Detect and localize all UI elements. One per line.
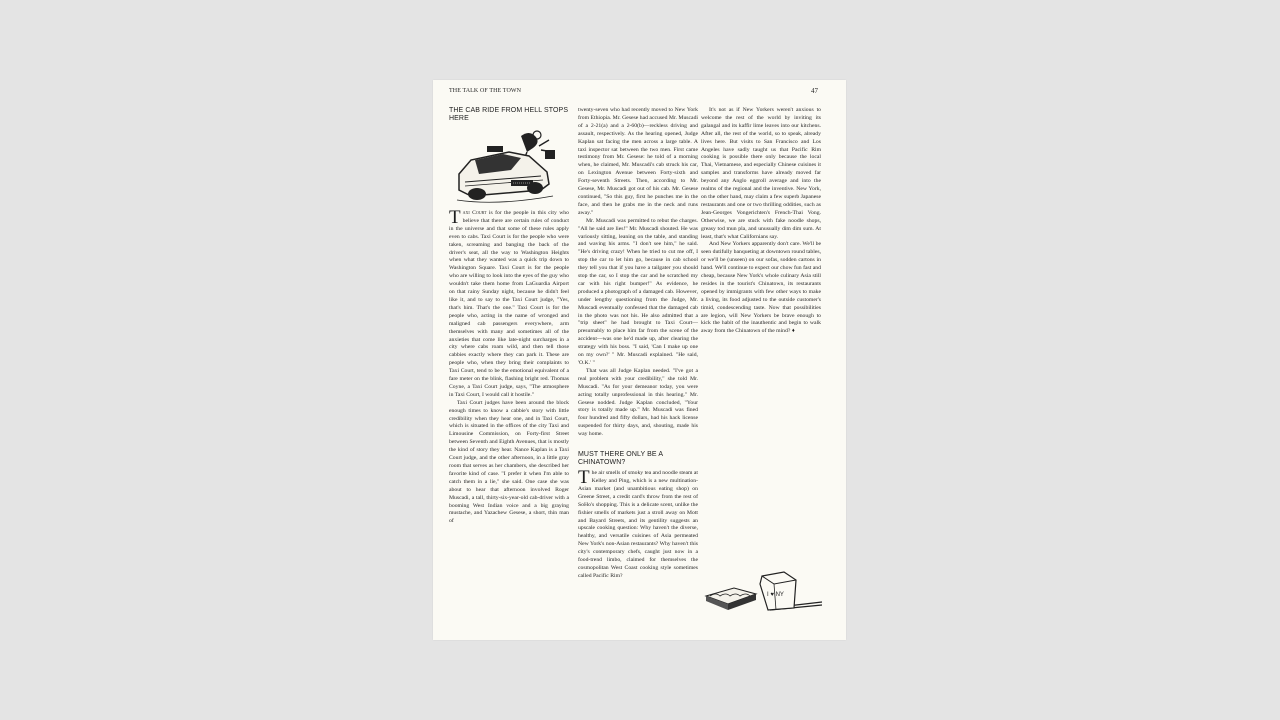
article-paragraph: And New Yorkers apparently don't care. We'll be seen dutifully banqueting at downtown round tables, or we'll be (unseen) on our sofas, sodden cartons in hand. We'll continue to expect our chow fun fast and cheap, because New York's whole culinary Asia still resides in the tourist's Chinatown, its restaurants opened by immigrants with few other ways to make a living, its food adjusted to the outside customer's timid, condescending taste. Now that possibilities are legion, will New Yorkers be brave enough to kick the habit of the inauthentic and begin to walk away from the Chinatown of the mind? ♦ [701, 241, 821, 335]
article-paragraph: twenty-seven who had recently moved to New York from Ethiopia. Mr. Gesese had accused Mr. Muscadi of a 2-21(a) and a 2-60(b)—reckless driving and assault, respectively. As the hearing opened, Judge Kaplan sat facing the men across a large table. A taxi inspector sat between the two men. First came testimony from Mr. Gesese: he told of a morning when, he claimed, Mr. Muscadi's cab struck his car, on Lexington Avenue between Forty-sixth and Forty-seventh Streets. Then, according to Mr. Gesese, Mr. Muscadi got out of his cab. Mr. Gesese continued, "So this guy, first he punches me in the face, and then he grabs me in the neck and runs away." [578, 107, 698, 216]
article-paragraph: It's not as if New Yorkers weren't anxious to welcome the rest of the world by inviting its galangal and its kaffir lime leaves into our kitchens. After all, the rest of the world, so to speak, already lives here. But visits to San Francisco and Los Angeles have sadly taught us that Pacific Rim cooking is possible there only because the local Thai, Vietnamese, and especially Chinese cuisines it samples and transforms have already moved far beyond any Anglo eggroll average and into the realms of the regional and the inventive. New York, on the other hand, may claim a few superb Japanese restaurants and one or two thrilling oddities, such as Jean-Georges Vongerichten's French-Thai Vong. Otherwise, we are stuck with fake noodle shops, greasy tod mun pla, and unusually dim dim sum. At least, that's what Californians say. [701, 107, 821, 240]
takeout-box-illustration [704, 570, 824, 612]
article-paragraph: Mr. Muscadi was permitted to rebut the charges. "All he said are lies!" Mr. Muscadi shouted. He was variously sitting, leaning on the table, and standing and waving his arms. "I don't see him," he said. "He's driving crazy! When he tried to cut me off, I stop the car to let him go, because in cab school they tell you that if you have a tailgater you should stop the car, so I stop the car and he scratched my car with his right bumper!" As evidence, he produced a photograph of a damaged cab. However, under lengthy questioning from the Judge, Mr. Muscadi eventually confessed that the damaged cab in the photo was not his. He also admitted that a "trip sheet" he had brought to Taxi Court—presumably to place him far from the scene of the accident—was one he'd made up, after clearing the strategy with his boss. "I said, 'Can I make up one on my own?' " Mr. Muscadi explained. "He said, 'O.K.' " [578, 217, 698, 366]
page-number: 47 [811, 87, 818, 95]
column-3 [701, 107, 821, 336]
lead-smallcaps: axi Court [462, 210, 487, 216]
box-lettering: I ♥ NY [767, 592, 784, 598]
running-head: THE TALK OF THE TOWN [449, 88, 522, 94]
article-paragraph [449, 207, 569, 400]
article-headline: MUST THERE ONLY BE A CHINATOWN? [578, 451, 663, 467]
magazine-page [433, 80, 846, 640]
taxi-cab-illustration [451, 126, 563, 206]
article-paragraph: That was all Judge Kaplan needed. "I've got a real problem with your credibility," she told Mr. Muscadi. "As for your demeanor today, you were acting totally unprofessional in this hearing." Mr. Gesese nodded. Judge Kaplan concluded, "Your story is totally made up." Mr. Muscadi was fined four hundred and fifty dollars, had his hack license suspended for thirty days, and, shouting, made his way home. [578, 367, 698, 438]
paragraph-text: is for the people in this city who believe that there are certain rules of conduct in the universe and that some of these rules apply even to cabs. Taxi Court is for the people who were taken, screaming and banging the back of the driver's seat, all the way to Washington Heights when what they wanted was a quick trip down to Washington Square. Taxi Court is for the people who are willing to look into the eyes of the guy who wouldn't take them home from LaGuardia Airport on that rainy Sunday night, because he didn't feel like it, and to say to the Taxi Court judge, "Yes, that's him. That's the one." Taxi Court is for the people who, acting in the name of wronged and maligned cab passengers everywhere, arm themselves with many and sometimes all of the anxieties that come like late-night surcharges in a city where cabs roam wild, and then tell those cabbies exactly where they can park it. These are people who, when they bring their complaints to Taxi Court, tend to be the emotional equivalent of a fare meter on the blink, flashing bright red. Thomas Coyne, a Taxi Court judge, says, "The atmosphere in Taxi Court, I would call it hostile." [449, 210, 569, 398]
column-2 [578, 107, 698, 581]
article-paragraph [578, 467, 698, 581]
article-paragraph: Taxi Court judges have been around the block enough times to know a cabbie's story with little credibility when they hear one, and in Taxi Court, which is situated in the offices of the city Taxi and Limousine Commission, on Forty-first Street between Seventh and Eighth Avenues, that is mostly the kind of story they hear. Nance Kaplan is a Taxi Court judge, and the other afternoon, in a little gray room that serves as her chambers, she described her favorite kind of case. "I prefer it when I'm able to catch them in a lie," she said. One case she was about to hear that afternoon involved Roger Muscadi, a tall, thirty-six-year-old cab-driver with a booming West Indian voice and a big graying mustache, and Yazachew Gesese, a short, thin man of [449, 399, 569, 525]
article-headline: THE CAB RIDE FROM HELL STOPS HERE [449, 107, 569, 122]
drop-cap: T [449, 207, 461, 228]
drop-cap: T [578, 467, 590, 489]
paragraph-text: he air smells of smoky tea and noodle steam at Kelley and Ping, which is a new multination-Asian market (and unambitious eating shop) on Greene Street, a credit card's throw from the rest of SoHo's shopping. This is a delicate scent, unlike the fishier smells of markets just a stroll away on Mott and Bayard Streets, and its gentility suggests an upscale cooking question: Why haven't the diverse, healthy, and versatile cuisines of Asia permeated New York's non-Asian restaurants? Why haven't this city's contemporary chefs, caught just now in a food-trend limbo, claimed for themselves the cosmopolitan West Coast cooking style sometimes called Pacific Rim? [578, 470, 698, 579]
column-1 [449, 107, 569, 526]
